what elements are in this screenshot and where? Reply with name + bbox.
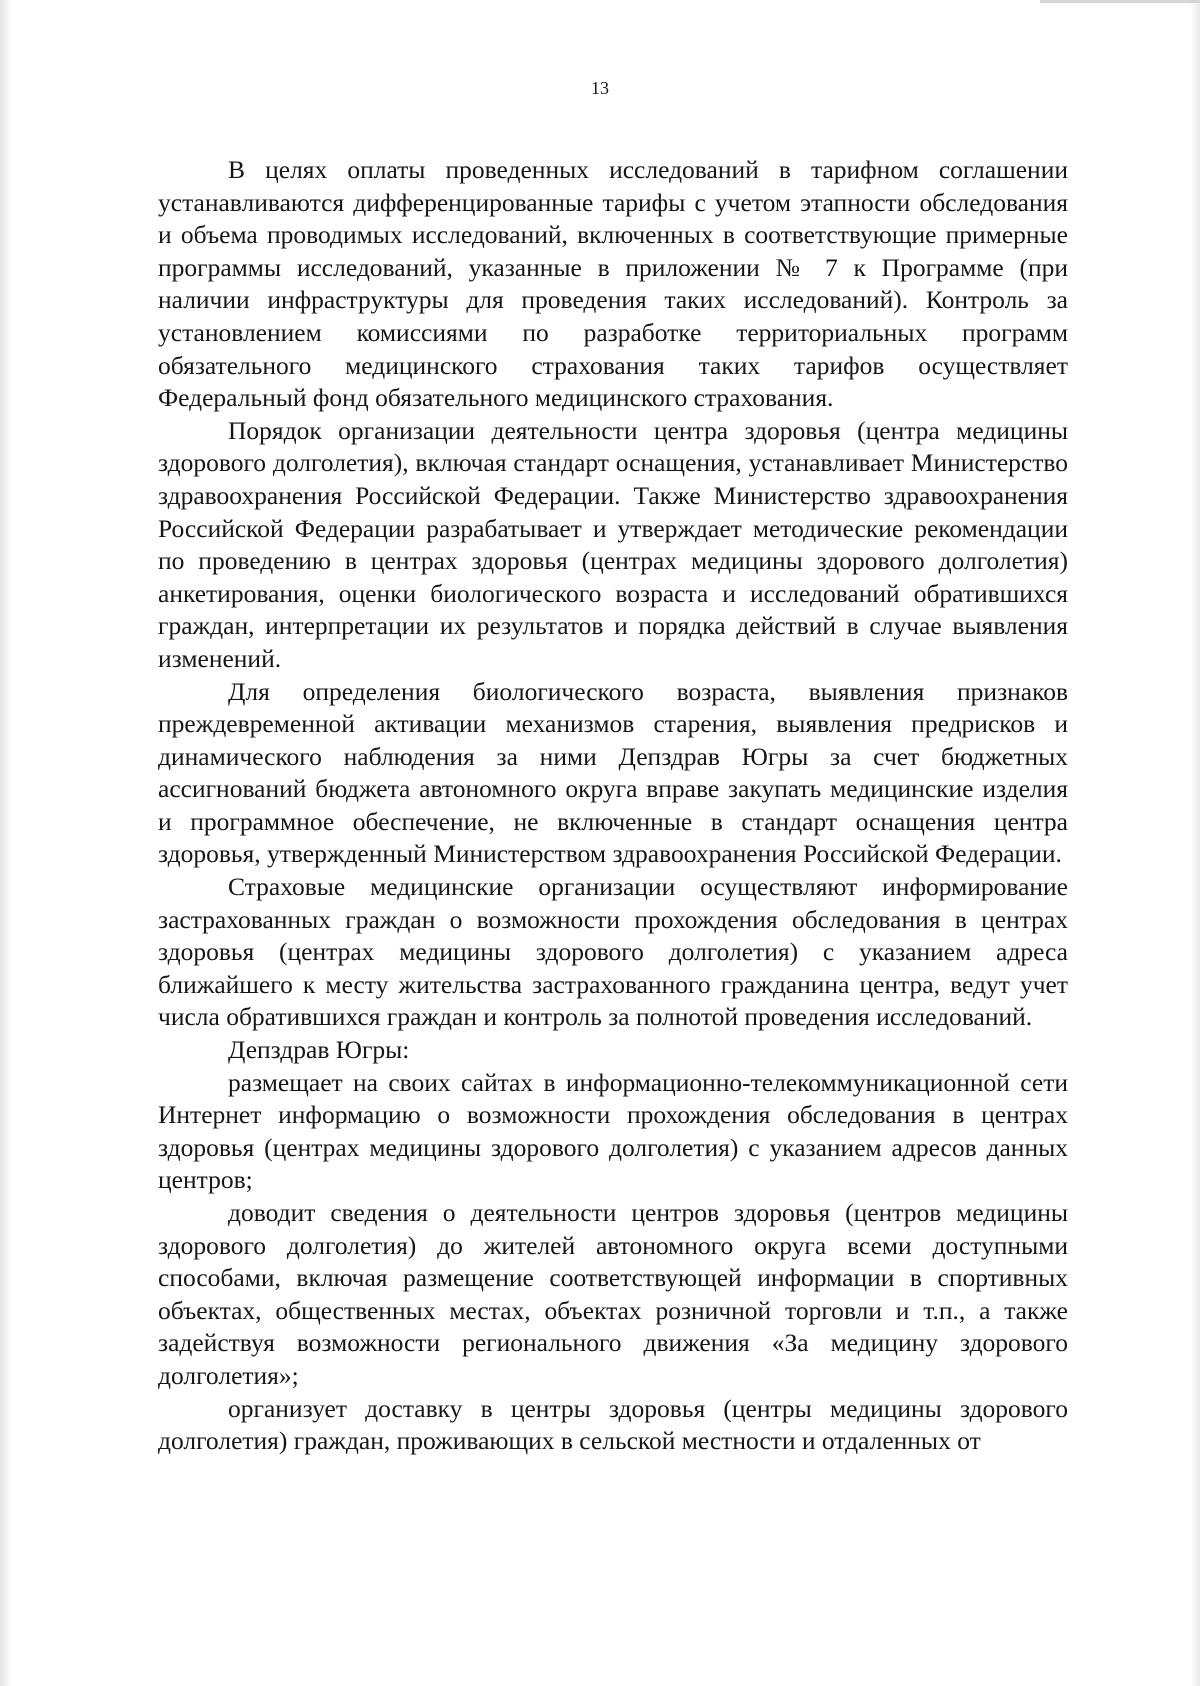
- paragraph-insurance-organizations: Страховые медицинские организации осуществляют информирование застрахованных граждан о возможности прохождения обследования в центрах здоровья (центрах медицины здорового долголетия) с указанием адреса ближайшего к месту жительства застрахованного гражданина центра, ведут учет числа обратившихся граждан и контроль за полнотой проведения исследований.: [158, 872, 1068, 1032]
- scan-edge-left: [0, 0, 12, 1686]
- document-body: [158, 154, 1068, 1458]
- paragraph-informing-residents: доводит сведения о деятельности центров здоровья (центров медицины здорового долголетия) до жителей автономного округа всеми доступными способами, включая размещение соответствующей информации в спортивных объектах, общественных местах, объектах розничной торговли и т.п., а также задействуя возможности регионального движения «За медицину здорового долголетия»;: [158, 1198, 1068, 1390]
- paragraph-website-info: размещает на своих сайтах в информационно-телекоммуникационной сети Интернет информацию о возможности прохождения обследования в центрах здоровья (центрах медицины здорового долголетия) с указанием адресов данных центров;: [158, 1067, 1068, 1195]
- paragraph-depzdrav-heading: Депздрав Югры:: [228, 1035, 410, 1065]
- page-number: 13: [591, 78, 609, 98]
- paragraph-tariffs: В целях оплаты проведенных исследований в тарифном соглашении устанавливаются дифференцированные тарифы с учетом этапности обследования и объема проводимых исследований, включенных в соответствующие примерные программы исследований, указанные в приложении № 7 к Программе (при наличии инфраструктуры для проведения таких исследований). Контроль за установлением комиссиями по разработке территориальных программ обязательного медицинского страхования таких тарифов осуществляет Федеральный фонд обязательного медицинского страхования.: [158, 155, 1068, 413]
- paragraph-organization-order: Порядок организации деятельности центра здоровья (центра медицины здорового долголетия), включая стандарт оснащения, устанавливает Министерство здравоохранения Российской Федерации. Также Министерство здравоохранения Российской Федерации разрабатывает и утверждает методические рекомендации по проведению в центрах здоровья (центрах медицины здорового долголетия) анкетирования, оценки биологического возраста и исследований обратившихся граждан, интерпретации их результатов и порядка действий в случае выявления изменений.: [158, 415, 1068, 673]
- paragraph-delivery: организует доставку в центры здоровья (центры медицины здорового долголетия) граждан, проживающих в сельской местности и отдаленных от: [158, 1393, 1068, 1456]
- paragraph-biological-age: Для определения биологического возраста, выявления признаков преждевременной активации механизмов старения, выявления предрисков и динамического наблюдения за ними Депздрав Югры за счет бюджетных ассигнований бюджета автономного округа вправе закупать медицинские изделия и программное обеспечение, не включенные в стандарт оснащения центра здоровья, утвержденный Министерством здравоохранения Российской Федерации.: [158, 676, 1068, 869]
- scan-edge-top: [1040, 0, 1200, 3]
- scan-edge-right: [1190, 0, 1200, 1686]
